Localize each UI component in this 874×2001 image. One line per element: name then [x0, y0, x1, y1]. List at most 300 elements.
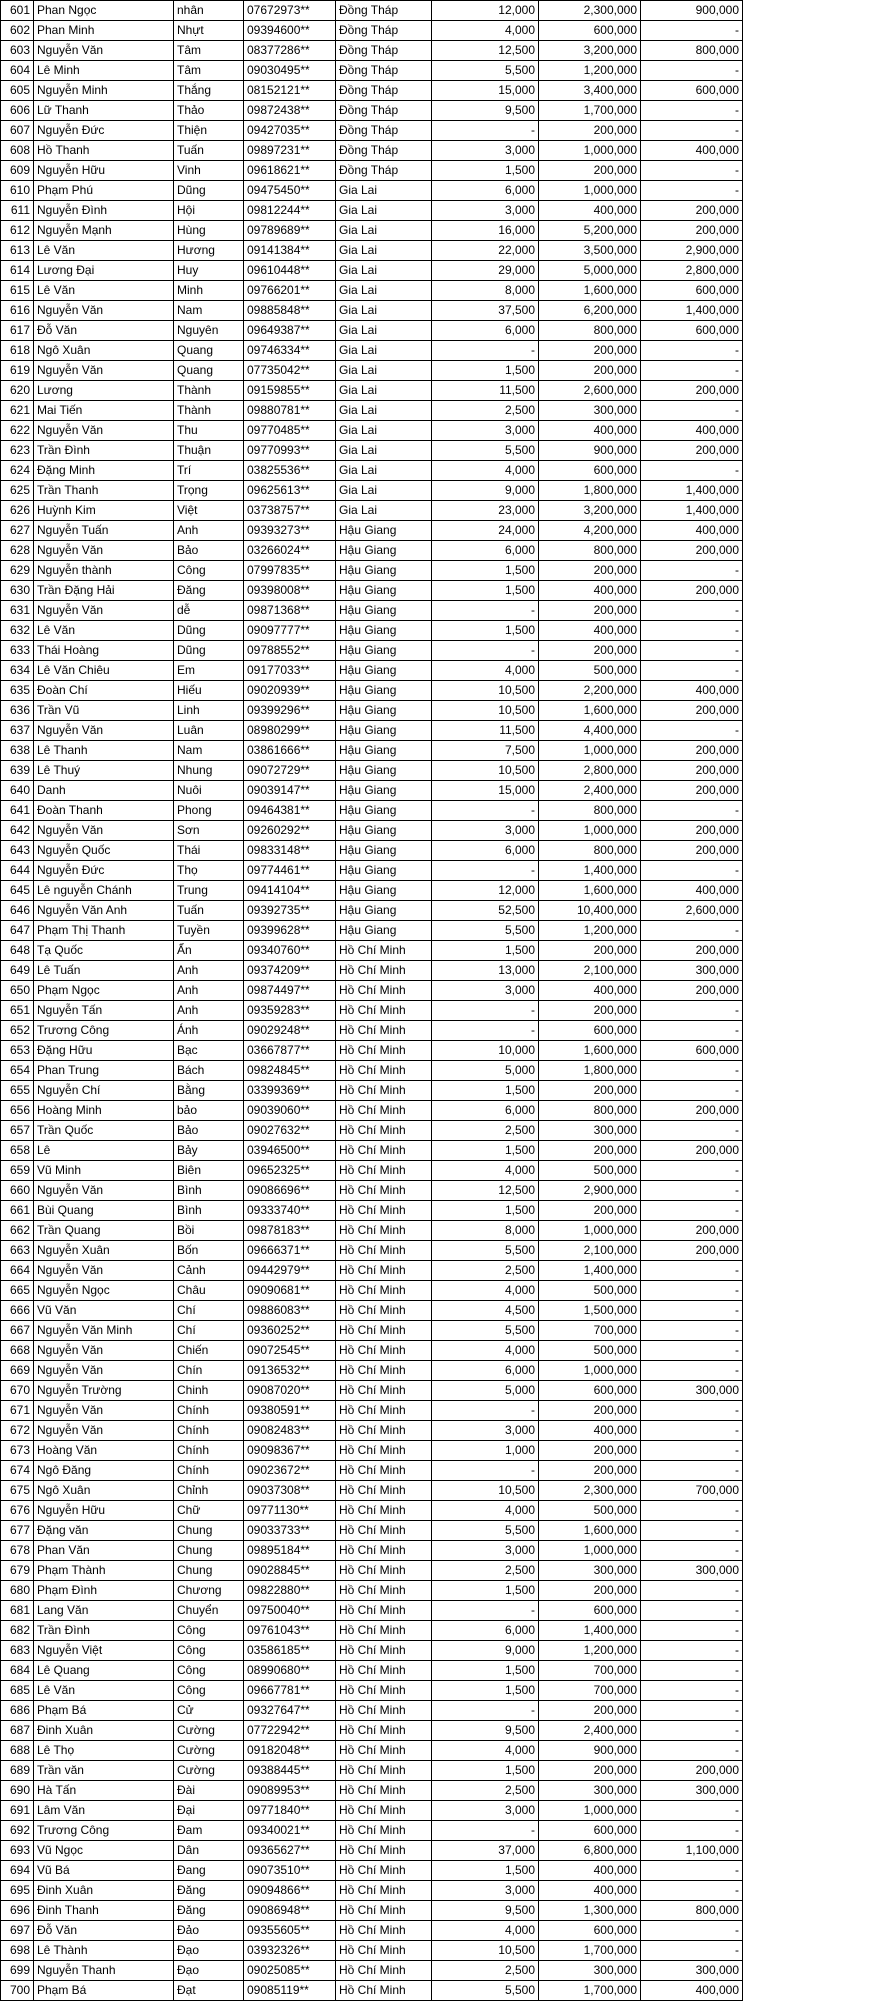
cell-row-number[interactable]: 675: [1, 1481, 34, 1501]
cell-bonus[interactable]: -: [641, 721, 743, 741]
cell-phone[interactable]: 09750040**: [244, 1601, 336, 1621]
cell-surname[interactable]: Lê Văn: [34, 281, 174, 301]
cell-given-name[interactable]: Cường: [174, 1721, 244, 1741]
cell-phone[interactable]: 09087020**: [244, 1381, 336, 1401]
cell-surname[interactable]: Nguyễn Văn: [34, 1361, 174, 1381]
cell-phone[interactable]: 09770993**: [244, 441, 336, 461]
cell-given-name[interactable]: Nam: [174, 301, 244, 321]
cell-row-number[interactable]: 695: [1, 1881, 34, 1901]
cell-phone[interactable]: 03266024**: [244, 541, 336, 561]
cell-phone[interactable]: 09340760**: [244, 941, 336, 961]
cell-province[interactable]: Hậu Giang: [336, 521, 432, 541]
cell-phone[interactable]: 09667781**: [244, 1681, 336, 1701]
cell-surname[interactable]: Hoàng Văn: [34, 1441, 174, 1461]
cell-surname[interactable]: Vũ Văn: [34, 1301, 174, 1321]
cell-given-name[interactable]: Chính: [174, 1461, 244, 1481]
cell-province[interactable]: Hậu Giang: [336, 761, 432, 781]
cell-surname[interactable]: Trần văn: [34, 1761, 174, 1781]
cell-points[interactable]: 1,500: [432, 621, 539, 641]
cell-bonus[interactable]: 300,000: [641, 1381, 743, 1401]
cell-surname[interactable]: Lê Văn: [34, 241, 174, 261]
cell-surname[interactable]: Đinh Xuân: [34, 1721, 174, 1741]
cell-amount[interactable]: 1,600,000: [539, 1521, 641, 1541]
cell-given-name[interactable]: Thái: [174, 841, 244, 861]
cell-given-name[interactable]: Em: [174, 661, 244, 681]
cell-given-name[interactable]: Đài: [174, 1781, 244, 1801]
cell-bonus[interactable]: -: [641, 1601, 743, 1621]
cell-given-name[interactable]: Minh: [174, 281, 244, 301]
cell-amount[interactable]: 1,700,000: [539, 101, 641, 121]
cell-row-number[interactable]: 605: [1, 81, 34, 101]
cell-given-name[interactable]: Bình: [174, 1201, 244, 1221]
cell-points[interactable]: 6,000: [432, 541, 539, 561]
cell-bonus[interactable]: -: [641, 1421, 743, 1441]
cell-given-name[interactable]: Hội: [174, 201, 244, 221]
cell-row-number[interactable]: 666: [1, 1301, 34, 1321]
cell-surname[interactable]: Nguyễn Văn: [34, 1421, 174, 1441]
cell-amount[interactable]: 1,200,000: [539, 61, 641, 81]
cell-surname[interactable]: Lê Thuý: [34, 761, 174, 781]
cell-bonus[interactable]: -: [641, 341, 743, 361]
cell-row-number[interactable]: 699: [1, 1961, 34, 1981]
cell-bonus[interactable]: -: [641, 101, 743, 121]
cell-surname[interactable]: Nguyễn Đức: [34, 121, 174, 141]
cell-points[interactable]: -: [432, 1401, 539, 1421]
cell-amount[interactable]: 500,000: [539, 1281, 641, 1301]
cell-surname[interactable]: Vũ Bá: [34, 1861, 174, 1881]
cell-amount[interactable]: 200,000: [539, 941, 641, 961]
cell-points[interactable]: 2,500: [432, 1121, 539, 1141]
cell-surname[interactable]: Lê Thanh: [34, 741, 174, 761]
cell-surname[interactable]: Đinh Xuân: [34, 1881, 174, 1901]
cell-bonus[interactable]: -: [641, 401, 743, 421]
cell-amount[interactable]: 1,600,000: [539, 701, 641, 721]
cell-points[interactable]: 3,000: [432, 1541, 539, 1561]
cell-given-name[interactable]: Quang: [174, 361, 244, 381]
cell-province[interactable]: Hồ Chí Minh: [336, 1341, 432, 1361]
cell-points[interactable]: 1,500: [432, 1141, 539, 1161]
cell-bonus[interactable]: 1,400,000: [641, 301, 743, 321]
cell-province[interactable]: Hồ Chí Minh: [336, 1601, 432, 1621]
cell-province[interactable]: Hồ Chí Minh: [336, 1661, 432, 1681]
cell-amount[interactable]: 600,000: [539, 1821, 641, 1841]
cell-province[interactable]: Gia Lai: [336, 241, 432, 261]
cell-surname[interactable]: Nguyễn Mạnh: [34, 221, 174, 241]
cell-bonus[interactable]: 2,600,000: [641, 901, 743, 921]
cell-row-number[interactable]: 681: [1, 1601, 34, 1621]
cell-bonus[interactable]: 300,000: [641, 961, 743, 981]
cell-phone[interactable]: 09136532**: [244, 1361, 336, 1381]
cell-bonus[interactable]: 400,000: [641, 881, 743, 901]
cell-points[interactable]: 6,000: [432, 1621, 539, 1641]
cell-surname[interactable]: Phan Minh: [34, 21, 174, 41]
cell-bonus[interactable]: 200,000: [641, 1221, 743, 1241]
cell-province[interactable]: Hồ Chí Minh: [336, 1961, 432, 1981]
cell-amount[interactable]: 200,000: [539, 1001, 641, 1021]
cell-points[interactable]: 10,500: [432, 681, 539, 701]
cell-bonus[interactable]: -: [641, 1701, 743, 1721]
cell-phone[interactable]: 09182048**: [244, 1741, 336, 1761]
cell-bonus[interactable]: -: [641, 641, 743, 661]
cell-surname[interactable]: Nguyễn Văn: [34, 361, 174, 381]
cell-bonus[interactable]: 1,400,000: [641, 481, 743, 501]
cell-phone[interactable]: 09028845**: [244, 1561, 336, 1581]
cell-phone[interactable]: 09880781**: [244, 401, 336, 421]
cell-phone[interactable]: 09380591**: [244, 1401, 336, 1421]
cell-phone[interactable]: 07672973**: [244, 1, 336, 21]
cell-row-number[interactable]: 632: [1, 621, 34, 641]
cell-given-name[interactable]: Bốn: [174, 1241, 244, 1261]
cell-province[interactable]: Hồ Chí Minh: [336, 1561, 432, 1581]
cell-row-number[interactable]: 647: [1, 921, 34, 941]
cell-province[interactable]: Đồng Tháp: [336, 141, 432, 161]
cell-points[interactable]: 10,500: [432, 701, 539, 721]
cell-surname[interactable]: Lê Thành: [34, 1941, 174, 1961]
cell-bonus[interactable]: -: [641, 1301, 743, 1321]
cell-phone[interactable]: 09365627**: [244, 1841, 336, 1861]
cell-amount[interactable]: 300,000: [539, 1121, 641, 1141]
cell-surname[interactable]: Bùi Quang: [34, 1201, 174, 1221]
cell-surname[interactable]: Phan Ngọc: [34, 1, 174, 21]
cell-points[interactable]: 1,500: [432, 361, 539, 381]
cell-amount[interactable]: 800,000: [539, 801, 641, 821]
cell-surname[interactable]: Nguyễn Xuân: [34, 1241, 174, 1261]
cell-province[interactable]: Hậu Giang: [336, 801, 432, 821]
cell-surname[interactable]: Nguyễn Đình: [34, 201, 174, 221]
cell-bonus[interactable]: 200,000: [641, 1141, 743, 1161]
cell-surname[interactable]: Phạm Bá: [34, 1981, 174, 2001]
cell-amount[interactable]: 200,000: [539, 1461, 641, 1481]
cell-province[interactable]: Gia Lai: [336, 181, 432, 201]
cell-surname[interactable]: Lang Văn: [34, 1601, 174, 1621]
cell-amount[interactable]: 600,000: [539, 1921, 641, 1941]
cell-bonus[interactable]: -: [641, 1941, 743, 1961]
cell-given-name[interactable]: Thành: [174, 381, 244, 401]
cell-phone[interactable]: 09086948**: [244, 1901, 336, 1921]
cell-province[interactable]: Hậu Giang: [336, 741, 432, 761]
cell-bonus[interactable]: -: [641, 461, 743, 481]
cell-surname[interactable]: Đoàn Thanh: [34, 801, 174, 821]
cell-points[interactable]: 1,500: [432, 1081, 539, 1101]
cell-province[interactable]: Gia Lai: [336, 501, 432, 521]
cell-phone[interactable]: 09833148**: [244, 841, 336, 861]
cell-amount[interactable]: 1,000,000: [539, 181, 641, 201]
cell-given-name[interactable]: Chuyển: [174, 1601, 244, 1621]
cell-row-number[interactable]: 658: [1, 1141, 34, 1161]
cell-province[interactable]: Hồ Chí Minh: [336, 1041, 432, 1061]
cell-province[interactable]: Hậu Giang: [336, 921, 432, 941]
cell-province[interactable]: Hồ Chí Minh: [336, 1081, 432, 1101]
cell-bonus[interactable]: -: [641, 1021, 743, 1041]
cell-surname[interactable]: Nguyễn Văn: [34, 601, 174, 621]
cell-surname[interactable]: Danh: [34, 781, 174, 801]
cell-given-name[interactable]: Trung: [174, 881, 244, 901]
cell-province[interactable]: Hồ Chí Minh: [336, 1261, 432, 1281]
cell-amount[interactable]: 1,400,000: [539, 861, 641, 881]
cell-amount[interactable]: 1,000,000: [539, 1801, 641, 1821]
cell-province[interactable]: Hậu Giang: [336, 701, 432, 721]
cell-surname[interactable]: Lữ Thanh: [34, 101, 174, 121]
cell-row-number[interactable]: 614: [1, 261, 34, 281]
cell-row-number[interactable]: 684: [1, 1661, 34, 1681]
cell-points[interactable]: 7,500: [432, 741, 539, 761]
cell-given-name[interactable]: Thắng: [174, 81, 244, 101]
cell-given-name[interactable]: Sơn: [174, 821, 244, 841]
cell-province[interactable]: Hồ Chí Minh: [336, 1521, 432, 1541]
cell-amount[interactable]: 1,200,000: [539, 1641, 641, 1661]
cell-row-number[interactable]: 642: [1, 821, 34, 841]
cell-row-number[interactable]: 638: [1, 741, 34, 761]
cell-given-name[interactable]: Anh: [174, 1001, 244, 1021]
cell-phone[interactable]: 09094866**: [244, 1881, 336, 1901]
cell-amount[interactable]: 300,000: [539, 1561, 641, 1581]
cell-bonus[interactable]: -: [641, 661, 743, 681]
cell-row-number[interactable]: 633: [1, 641, 34, 661]
cell-phone[interactable]: 09761043**: [244, 1621, 336, 1641]
cell-province[interactable]: Đồng Tháp: [336, 41, 432, 61]
cell-province[interactable]: Đồng Tháp: [336, 61, 432, 81]
cell-row-number[interactable]: 601: [1, 1, 34, 21]
cell-row-number[interactable]: 603: [1, 41, 34, 61]
cell-points[interactable]: 4,000: [432, 1921, 539, 1941]
cell-phone[interactable]: 09086696**: [244, 1181, 336, 1201]
cell-given-name[interactable]: Chỉnh: [174, 1481, 244, 1501]
cell-surname[interactable]: Lê Văn Chiêu: [34, 661, 174, 681]
cell-phone[interactable]: 09082483**: [244, 1421, 336, 1441]
cell-amount[interactable]: 5,200,000: [539, 221, 641, 241]
cell-amount[interactable]: 800,000: [539, 1101, 641, 1121]
cell-province[interactable]: Hồ Chí Minh: [336, 1481, 432, 1501]
cell-points[interactable]: 9,500: [432, 1721, 539, 1741]
cell-row-number[interactable]: 607: [1, 121, 34, 141]
cell-given-name[interactable]: Chín: [174, 1361, 244, 1381]
cell-given-name[interactable]: Cường: [174, 1761, 244, 1781]
cell-amount[interactable]: 400,000: [539, 1861, 641, 1881]
cell-province[interactable]: Hậu Giang: [336, 901, 432, 921]
cell-points[interactable]: 2,500: [432, 401, 539, 421]
cell-amount[interactable]: 200,000: [539, 1401, 641, 1421]
cell-points[interactable]: 8,000: [432, 1221, 539, 1241]
cell-phone[interactable]: 03861666**: [244, 741, 336, 761]
cell-province[interactable]: Đồng Tháp: [336, 161, 432, 181]
cell-province[interactable]: Hồ Chí Minh: [336, 1281, 432, 1301]
cell-points[interactable]: 3,000: [432, 1421, 539, 1441]
cell-surname[interactable]: Mai Tiến: [34, 401, 174, 421]
cell-points[interactable]: 5,500: [432, 1521, 539, 1541]
cell-points[interactable]: 3,000: [432, 981, 539, 1001]
cell-surname[interactable]: Trần Quang: [34, 1221, 174, 1241]
cell-phone[interactable]: 09886083**: [244, 1301, 336, 1321]
cell-points[interactable]: 15,000: [432, 781, 539, 801]
cell-province[interactable]: Hậu Giang: [336, 561, 432, 581]
cell-province[interactable]: Hồ Chí Minh: [336, 1921, 432, 1941]
cell-given-name[interactable]: Thuận: [174, 441, 244, 461]
cell-given-name[interactable]: Hương: [174, 241, 244, 261]
cell-amount[interactable]: 600,000: [539, 1381, 641, 1401]
cell-row-number[interactable]: 649: [1, 961, 34, 981]
cell-bonus[interactable]: 200,000: [641, 441, 743, 461]
cell-phone[interactable]: 08377286**: [244, 41, 336, 61]
cell-points[interactable]: 3,000: [432, 1801, 539, 1821]
cell-province[interactable]: Hồ Chí Minh: [336, 1101, 432, 1121]
cell-row-number[interactable]: 657: [1, 1121, 34, 1141]
cell-surname[interactable]: Trương Công: [34, 1821, 174, 1841]
cell-points[interactable]: -: [432, 1601, 539, 1621]
cell-points[interactable]: 1,500: [432, 561, 539, 581]
cell-bonus[interactable]: 200,000: [641, 761, 743, 781]
cell-surname[interactable]: Phạm Thị Thanh: [34, 921, 174, 941]
cell-bonus[interactable]: -: [641, 21, 743, 41]
cell-province[interactable]: Hồ Chí Minh: [336, 1381, 432, 1401]
cell-amount[interactable]: 2,600,000: [539, 381, 641, 401]
cell-phone[interactable]: 09885848**: [244, 301, 336, 321]
cell-province[interactable]: Hồ Chí Minh: [336, 1241, 432, 1261]
cell-points[interactable]: -: [432, 641, 539, 661]
cell-points[interactable]: -: [432, 1701, 539, 1721]
cell-surname[interactable]: Trần Vũ: [34, 701, 174, 721]
cell-bonus[interactable]: 200,000: [641, 1761, 743, 1781]
cell-row-number[interactable]: 674: [1, 1461, 34, 1481]
cell-bonus[interactable]: 900,000: [641, 1, 743, 21]
cell-points[interactable]: 4,000: [432, 661, 539, 681]
cell-row-number[interactable]: 655: [1, 1081, 34, 1101]
cell-given-name[interactable]: Trọng: [174, 481, 244, 501]
cell-points[interactable]: 11,500: [432, 381, 539, 401]
cell-bonus[interactable]: -: [641, 1881, 743, 1901]
cell-given-name[interactable]: Bảo: [174, 1121, 244, 1141]
cell-province[interactable]: Hồ Chí Minh: [336, 1441, 432, 1461]
cell-bonus[interactable]: -: [641, 1621, 743, 1641]
cell-points[interactable]: -: [432, 341, 539, 361]
cell-row-number[interactable]: 628: [1, 541, 34, 561]
cell-given-name[interactable]: Cảnh: [174, 1261, 244, 1281]
cell-amount[interactable]: 200,000: [539, 341, 641, 361]
cell-given-name[interactable]: Thiện: [174, 121, 244, 141]
cell-surname[interactable]: Đặng Minh: [34, 461, 174, 481]
cell-amount[interactable]: 400,000: [539, 621, 641, 641]
cell-bonus[interactable]: -: [641, 1641, 743, 1661]
cell-province[interactable]: Hồ Chí Minh: [336, 1121, 432, 1141]
cell-amount[interactable]: 700,000: [539, 1681, 641, 1701]
cell-amount[interactable]: 500,000: [539, 661, 641, 681]
cell-bonus[interactable]: -: [641, 1441, 743, 1461]
cell-surname[interactable]: Nguyễn Minh: [34, 81, 174, 101]
cell-province[interactable]: Hồ Chí Minh: [336, 1021, 432, 1041]
cell-province[interactable]: Hồ Chí Minh: [336, 981, 432, 1001]
cell-amount[interactable]: 2,200,000: [539, 681, 641, 701]
cell-amount[interactable]: 1,200,000: [539, 921, 641, 941]
cell-province[interactable]: Hậu Giang: [336, 781, 432, 801]
cell-given-name[interactable]: Vinh: [174, 161, 244, 181]
cell-row-number[interactable]: 660: [1, 1181, 34, 1201]
cell-phone[interactable]: 09649387**: [244, 321, 336, 341]
cell-row-number[interactable]: 634: [1, 661, 34, 681]
cell-given-name[interactable]: Công: [174, 1641, 244, 1661]
cell-bonus[interactable]: -: [641, 61, 743, 81]
cell-bonus[interactable]: -: [641, 1161, 743, 1181]
cell-phone[interactable]: 09895184**: [244, 1541, 336, 1561]
cell-row-number[interactable]: 620: [1, 381, 34, 401]
cell-row-number[interactable]: 677: [1, 1521, 34, 1541]
cell-bonus[interactable]: -: [641, 1001, 743, 1021]
cell-province[interactable]: Đồng Tháp: [336, 21, 432, 41]
cell-row-number[interactable]: 606: [1, 101, 34, 121]
cell-given-name[interactable]: Bảy: [174, 1141, 244, 1161]
cell-province[interactable]: Gia Lai: [336, 321, 432, 341]
cell-given-name[interactable]: Đại: [174, 1801, 244, 1821]
cell-bonus[interactable]: -: [641, 801, 743, 821]
cell-phone[interactable]: 09177033**: [244, 661, 336, 681]
cell-bonus[interactable]: -: [641, 1201, 743, 1221]
cell-row-number[interactable]: 683: [1, 1641, 34, 1661]
cell-bonus[interactable]: -: [641, 561, 743, 581]
cell-row-number[interactable]: 626: [1, 501, 34, 521]
cell-province[interactable]: Hồ Chí Minh: [336, 1941, 432, 1961]
cell-phone[interactable]: 09037308**: [244, 1481, 336, 1501]
cell-province[interactable]: Hồ Chí Minh: [336, 1061, 432, 1081]
cell-amount[interactable]: 600,000: [539, 21, 641, 41]
cell-province[interactable]: Hồ Chí Minh: [336, 1541, 432, 1561]
cell-amount[interactable]: 4,200,000: [539, 521, 641, 541]
cell-amount[interactable]: 200,000: [539, 121, 641, 141]
cell-province[interactable]: Hồ Chí Minh: [336, 1801, 432, 1821]
cell-points[interactable]: 12,500: [432, 1181, 539, 1201]
cell-given-name[interactable]: Bạc: [174, 1041, 244, 1061]
cell-row-number[interactable]: 636: [1, 701, 34, 721]
cell-points[interactable]: 4,000: [432, 21, 539, 41]
cell-surname[interactable]: Đinh Thanh: [34, 1901, 174, 1921]
cell-given-name[interactable]: Công: [174, 1621, 244, 1641]
cell-row-number[interactable]: 700: [1, 1981, 34, 2001]
cell-bonus[interactable]: 200,000: [641, 581, 743, 601]
cell-given-name[interactable]: Dân: [174, 1841, 244, 1861]
cell-phone[interactable]: 09770485**: [244, 421, 336, 441]
cell-row-number[interactable]: 616: [1, 301, 34, 321]
cell-phone[interactable]: 09746334**: [244, 341, 336, 361]
cell-points[interactable]: 9,000: [432, 1641, 539, 1661]
cell-row-number[interactable]: 689: [1, 1761, 34, 1781]
cell-points[interactable]: 6,000: [432, 1361, 539, 1381]
cell-province[interactable]: Đồng Tháp: [336, 101, 432, 121]
cell-phone[interactable]: 09394600**: [244, 21, 336, 41]
cell-points[interactable]: 3,000: [432, 141, 539, 161]
cell-bonus[interactable]: -: [641, 1181, 743, 1201]
cell-surname[interactable]: Hồ Thanh: [34, 141, 174, 161]
cell-bonus[interactable]: -: [641, 1461, 743, 1481]
cell-phone[interactable]: 03932326**: [244, 1941, 336, 1961]
cell-amount[interactable]: 700,000: [539, 1661, 641, 1681]
cell-row-number[interactable]: 635: [1, 681, 34, 701]
cell-province[interactable]: Hậu Giang: [336, 541, 432, 561]
cell-phone[interactable]: 09374209**: [244, 961, 336, 981]
cell-surname[interactable]: Nguyễn thành: [34, 561, 174, 581]
cell-amount[interactable]: 600,000: [539, 1021, 641, 1041]
cell-row-number[interactable]: 654: [1, 1061, 34, 1081]
cell-bonus[interactable]: -: [641, 1121, 743, 1141]
cell-row-number[interactable]: 676: [1, 1501, 34, 1521]
cell-points[interactable]: 3,000: [432, 821, 539, 841]
cell-row-number[interactable]: 686: [1, 1701, 34, 1721]
cell-row-number[interactable]: 690: [1, 1781, 34, 1801]
cell-given-name[interactable]: Đăng: [174, 1901, 244, 1921]
cell-surname[interactable]: Nguyễn Văn: [34, 821, 174, 841]
cell-amount[interactable]: 200,000: [539, 1701, 641, 1721]
cell-row-number[interactable]: 685: [1, 1681, 34, 1701]
cell-row-number[interactable]: 671: [1, 1401, 34, 1421]
cell-surname[interactable]: Lê Thọ: [34, 1741, 174, 1761]
cell-row-number[interactable]: 694: [1, 1861, 34, 1881]
cell-surname[interactable]: Phạm Bá: [34, 1701, 174, 1721]
